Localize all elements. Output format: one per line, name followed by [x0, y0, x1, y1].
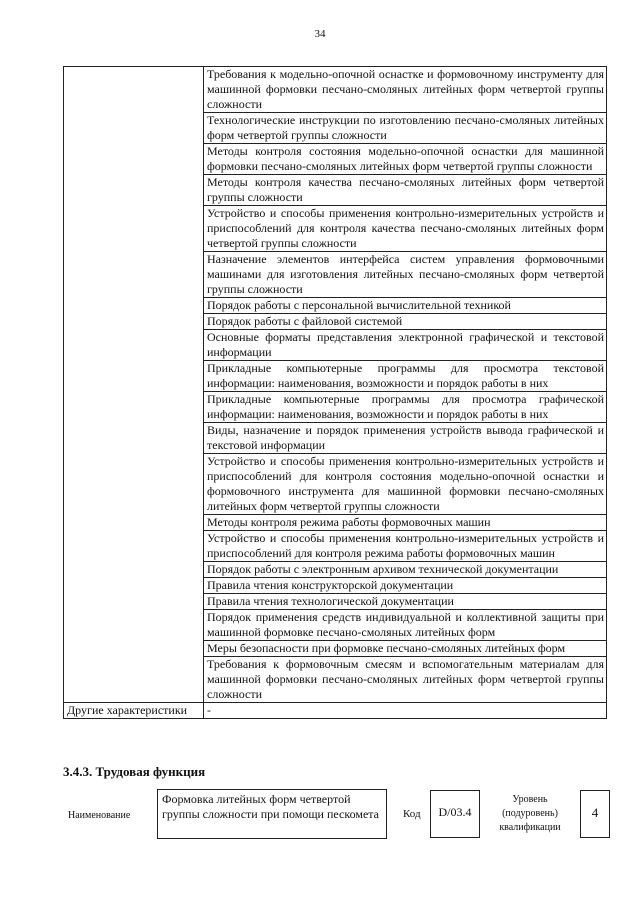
knowledge-item-cell: Порядок работы с персональной вычислительной техникой [204, 298, 607, 314]
knowledge-item-cell: Технологические инструкции по изготовлению песчано-смоляных литейных форм четвертой группы сложности [204, 113, 607, 144]
knowledge-item-cell: Основные форматы представления электронной графической и текстовой информации [204, 330, 607, 361]
function-name-box: Формовка литейных форм четвертой группы сложности при помощи пескомета [157, 789, 387, 839]
knowledge-item-cell: Методы контроля режима работы формовочных машин [204, 515, 607, 531]
table-row [64, 423, 607, 454]
row-label-cell [64, 298, 204, 314]
table-row [64, 531, 607, 562]
table-row [64, 610, 607, 641]
table-row [64, 641, 607, 657]
row-label-cell [64, 610, 204, 641]
row-label-cell [64, 578, 204, 594]
row-label-cell [64, 67, 204, 113]
row-label-cell [64, 314, 204, 330]
row-label-cell [64, 594, 204, 610]
knowledge-item-cell: Порядок работы с электронным архивом технической документации [204, 562, 607, 578]
knowledge-item-cell: Методы контроля качества песчано-смоляных литейных форм четвертой группы сложности [204, 175, 607, 206]
table-row [64, 361, 607, 392]
qualification-level-label: Уровень (подуровень) квалификации [499, 794, 561, 833]
table-row [64, 594, 607, 610]
knowledge-item-cell: Порядок применения средств индивидуальной и коллективной защиты при машинной формовке песчано-смоляных литейных форм [204, 610, 607, 641]
table-row [64, 206, 607, 252]
row-label-cell [64, 392, 204, 423]
row-label-cell [64, 641, 204, 657]
knowledge-item-cell: Правила чтения конструкторской документации [204, 578, 607, 594]
row-label-cell [64, 423, 204, 454]
table-row [64, 252, 607, 298]
table-row [64, 298, 607, 314]
page-number: 34 [314, 28, 326, 40]
knowledge-item-cell: Прикладные компьютерные программы для просмотра текстовой информации: наименования, возможности и порядок работы в них [204, 361, 607, 392]
code-label: Код [403, 808, 421, 820]
knowledge-item-cell: Виды, назначение и порядок применения устройств вывода графической и текстовой информации [204, 423, 607, 454]
row-label-cell [64, 515, 204, 531]
knowledge-item-cell: Устройство и способы применения контрольно-измерительных устройств и приспособлений для контроля режима работы формовочных машин [204, 531, 607, 562]
other-characteristics-value: - [204, 703, 607, 719]
knowledge-item-cell: Прикладные компьютерные программы для просмотра графической информации: наименования, возможности и порядок работы в них [204, 392, 607, 423]
row-label-cell [64, 252, 204, 298]
table-row [64, 330, 607, 361]
table-row [64, 515, 607, 531]
table-row [64, 562, 607, 578]
knowledge-item-cell: Методы контроля состояния модельно-опочной оснастки для машинной формовки песчано-смоляных литейных форм четвертой группы сложности [204, 144, 607, 175]
knowledge-item-cell: Требования к формовочным смесям и вспомогательным материалам для машинной формовки песчано-смоляных литейных форм четвертой группы сложности [204, 657, 607, 703]
row-label-cell [64, 562, 204, 578]
row-label-cell [64, 531, 204, 562]
name-label: Наименование [68, 810, 131, 821]
table-row [64, 578, 607, 594]
table-row [64, 175, 607, 206]
table-row [64, 657, 607, 703]
table-row [64, 144, 607, 175]
knowledge-item-cell: Назначение элементов интерфейса систем управления формовочными машинами для изготовления литейных песчано-смоляных форм четвертой группы сложности [204, 252, 607, 298]
table-row [64, 392, 607, 423]
row-label-cell [64, 206, 204, 252]
table-row [64, 454, 607, 515]
knowledge-item-cell: Порядок работы с файловой системой [204, 314, 607, 330]
other-characteristics-row [64, 703, 607, 719]
section-heading: 3.4.3. Трудовая функция [63, 764, 206, 779]
row-label-cell [64, 144, 204, 175]
row-label-cell [64, 657, 204, 703]
row-label-cell [64, 175, 204, 206]
row-label-cell [64, 113, 204, 144]
knowledge-item-cell: Меры безопасности при формовке песчано-смоляных литейных форм [204, 641, 607, 657]
row-label-cell [64, 361, 204, 392]
knowledge-item-cell: Правила чтения технологической документации [204, 594, 607, 610]
knowledge-item-cell: Устройство и способы применения контрольно-измерительных устройств и приспособлений для контроля состояния модельно-опочной оснастки и формовочного инструмента для машинной формовки песчано-смоляных литейных форм четвертой группы сложности [204, 454, 607, 515]
requirements-table-body [64, 67, 607, 719]
row-label-cell [64, 330, 204, 361]
other-characteristics-label: Другие характеристики [64, 703, 204, 719]
table-row [64, 314, 607, 330]
knowledge-item-cell: Устройство и способы применения контрольно-измерительных устройств и приспособлений для контроля качества песчано-смоляных литейных форм четвертой группы сложности [204, 206, 607, 252]
table-row [64, 67, 607, 113]
row-label-cell [64, 454, 204, 515]
requirements-table [63, 66, 607, 719]
table-row [64, 113, 607, 144]
qualification-level-box: 4 [580, 790, 610, 838]
function-code-box: D/03.4 [430, 790, 480, 838]
knowledge-item-cell: Требования к модельно-опочной оснастке и формовочному инструменту для машинной формовки песчано-смоляных литейных форм четвертой группы сложности [204, 67, 607, 113]
